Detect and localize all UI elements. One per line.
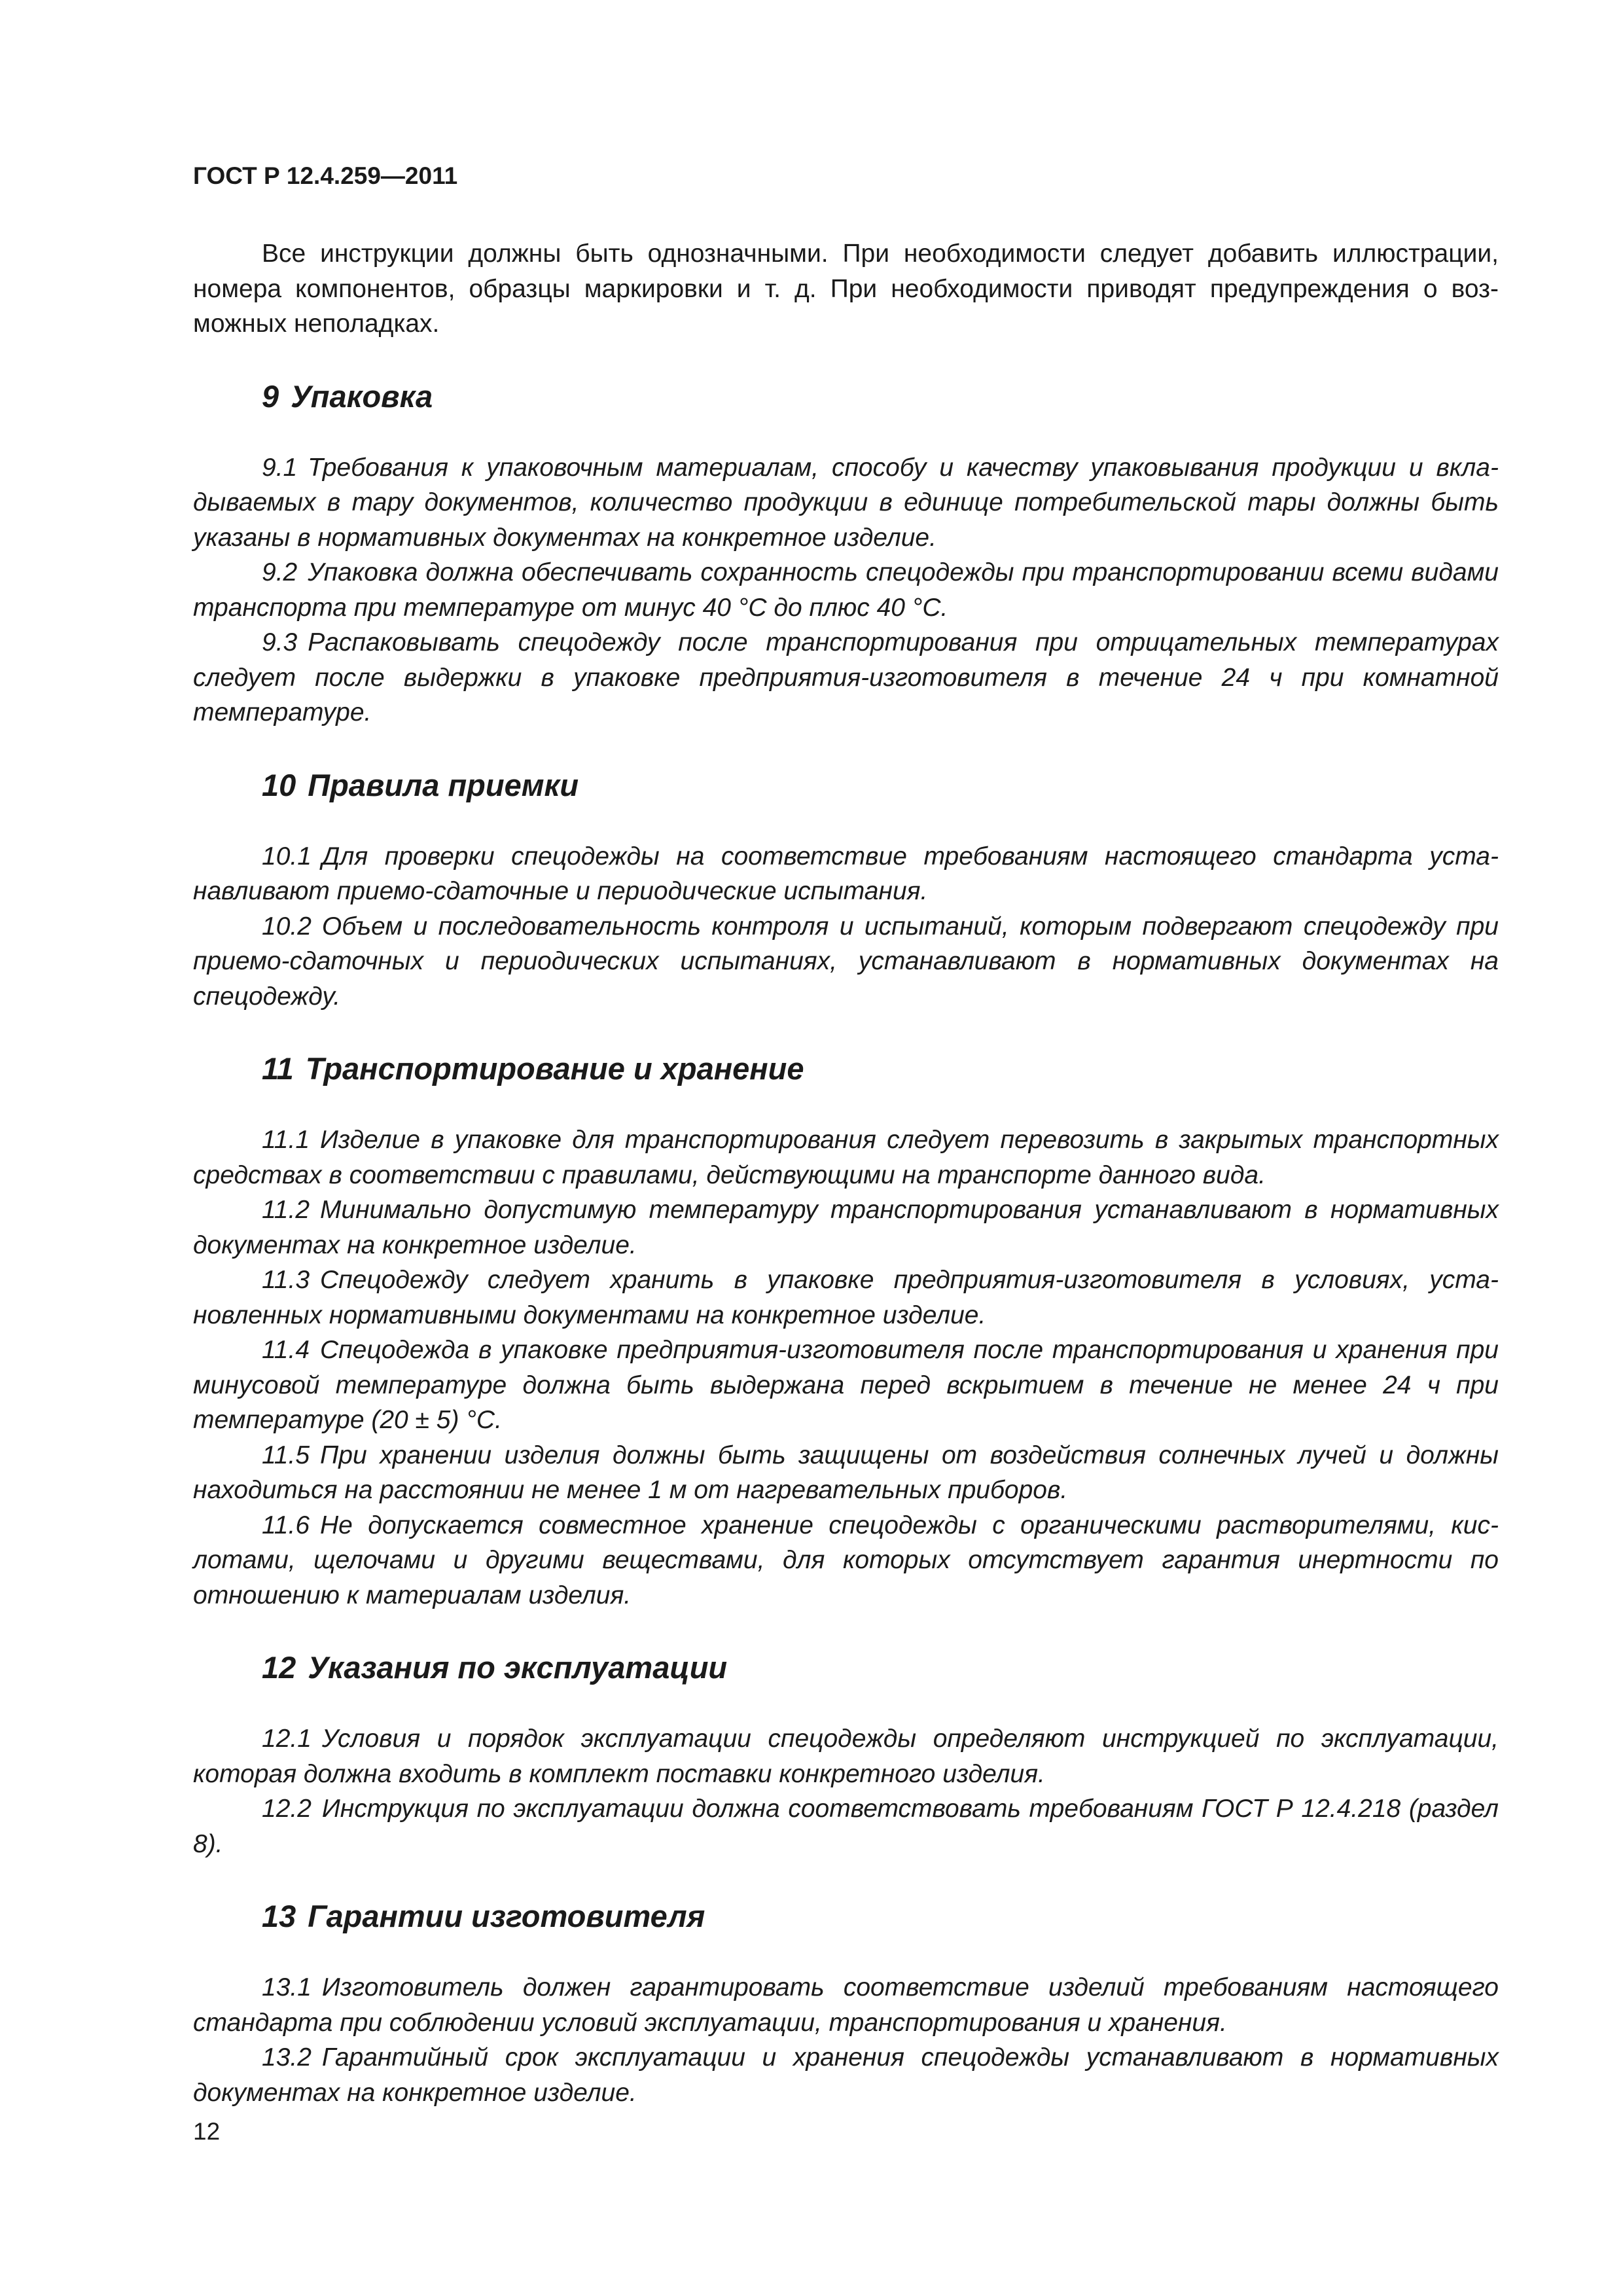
section-heading-11 (262, 1049, 1499, 1088)
clause-number: 9.2 (262, 558, 298, 586)
clause-12-2 (193, 1791, 1499, 1861)
section-title: Упаковка (291, 378, 433, 414)
section-heading-9 (262, 377, 1499, 416)
section-number: 9 (262, 378, 279, 414)
clause-number: 12.2 (262, 1795, 312, 1823)
clause-text: Упаковка должна обеспечивать сохранность спецодежды при транспортировании всеми видами транспорта при температуре от минус 40 °С до плюс 40 °С. (193, 558, 1499, 622)
clause-text: Минимально допустимую температуру транспортирования устанавливают в нормативных документах на конкретное изделие. (193, 1196, 1499, 1259)
clause-number: 11.2 (262, 1196, 310, 1224)
clause-text: Для проверки спецодежды на соответствие требованиям настоящего стандарта устанавливают приемо-сдаточные и периодические испытания. (193, 842, 1499, 905)
clause-text: Изготовитель должен гарантировать соответствие изделий требованиям настоящего стандарта при соблюдении условий эксплуатации, транспортирования и хранения. (193, 1973, 1499, 2037)
clause-text: Гарантийный срок эксплуатации и хранения спецодежды устанавливают в нормативных документах на конкретное изделие. (193, 2043, 1499, 2107)
section-number: 10 (262, 767, 296, 802)
clause-10-2 (193, 909, 1499, 1014)
clause-9-3 (193, 625, 1499, 730)
clause-11-2 (193, 1193, 1499, 1263)
section-title: Указания по эксплуатации (308, 1650, 728, 1685)
section-heading-12 (262, 1648, 1499, 1687)
clause-number: 11.5 (262, 1441, 310, 1469)
section-title: Гарантии изготовителя (308, 1899, 705, 1933)
clause-number: 9.1 (262, 453, 298, 482)
intro-paragraph: Все инструкции должны быть однозначными. При необходимости следует добавить иллюстрации, номера компонентов, образцы маркировки и т. д. При необходимости приводят предупреждения о возможных неполадках. (193, 240, 1499, 338)
clause-number: 10.1 (262, 842, 312, 870)
section-heading-13 (262, 1897, 1499, 1936)
clause-text: Спецодежду следует хранить в упаковке предприятия-изготовителя в условиях, установленных нормативными документами на конкретное изделие. (193, 1266, 1499, 1329)
page-number: 12 (193, 2118, 221, 2145)
clause-number: 11.3 (262, 1266, 310, 1294)
clause-number: 11.4 (262, 1336, 310, 1364)
section-number: 12 (262, 1650, 296, 1685)
section-title: Транспортирование и хранение (305, 1051, 804, 1086)
clause-number: 11.1 (262, 1126, 310, 1154)
clause-number: 10.2 (262, 912, 312, 941)
document-header: ГОСТ Р 12.4.259—2011 (193, 162, 458, 189)
clause-9-1 (193, 450, 1499, 556)
clause-text: Изделие в упаковке для транспортирования следует перевозить в закрытых транспортных средствах в соответствии с правилами, действующими на транспорте данного вида. (193, 1126, 1499, 1189)
clause-text: Требования к упаковочным материалам, способу и качеству упаковывания продукции и вкладываемых в тару документов, количество продукции в единице потребительской тары должны быть указаны в нормативных документах на конкретное изделие. (193, 453, 1499, 552)
clause-number: 12.1 (262, 1725, 312, 1753)
section-number: 13 (262, 1899, 296, 1933)
clause-number: 13.1 (262, 1973, 312, 2001)
clause-11-5 (193, 1438, 1499, 1508)
section-title: Правила приемки (308, 767, 579, 802)
clause-11-1 (193, 1122, 1499, 1193)
clause-11-6 (193, 1508, 1499, 1613)
clause-text: Инструкция по эксплуатации должна соответствовать требованиям ГОСТ Р 12.4.218 (раздел 8). (193, 1795, 1499, 1858)
clause-text: Спецодежда в упаковке предприятия-изготовителя после транспортирования и хранения при минусовой температуре должна быть выдержана перед вскрытием в течение не менее 24 ч при температуре (20 ± 5) °С. (193, 1336, 1499, 1434)
clause-11-4 (193, 1333, 1499, 1438)
clause-text: Объем и последовательность контроля и испытаний, которым подвергают спецодежду при приемо-сдаточных и периодических испытаниях, устанавливают в нормативных документах на спецодежду. (193, 912, 1499, 1011)
clause-text: Распаковывать спецодежду после транспортирования при отрицательных температурах следует после выдержки в упаковке предприятия-изготовителя в течение 24 ч при комнатной температуре. (193, 628, 1499, 726)
clause-12-1 (193, 1721, 1499, 1791)
section-number: 11 (262, 1051, 294, 1086)
section-heading-10 (262, 766, 1499, 805)
clause-number: 13.2 (262, 2043, 312, 2072)
clause-9-2 (193, 555, 1499, 625)
clause-13-1 (193, 1970, 1499, 2040)
clause-11-3 (193, 1263, 1499, 1333)
clause-number: 9.3 (262, 628, 298, 656)
clause-text: Условия и порядок эксплуатации спецодежды определяют инструкцией по эксплуатации, которая должна входить в комплект поставки конкретного изделия. (193, 1725, 1499, 1788)
clause-10-1 (193, 839, 1499, 909)
clause-text: Не допускается совместное хранение спецодежды с органическими растворителями, кислотами, щелочами и другими веществами, для которых отсутствует гарантия инертности по отношению к материалам изделия. (193, 1511, 1499, 1609)
clause-13-2 (193, 2040, 1499, 2110)
clause-number: 11.6 (262, 1511, 310, 1539)
clause-text: При хранении изделия должны быть защищены от воздействия солнечных лучей и должны находиться на расстоянии не менее 1 м от нагревательных приборов. (193, 1441, 1499, 1504)
